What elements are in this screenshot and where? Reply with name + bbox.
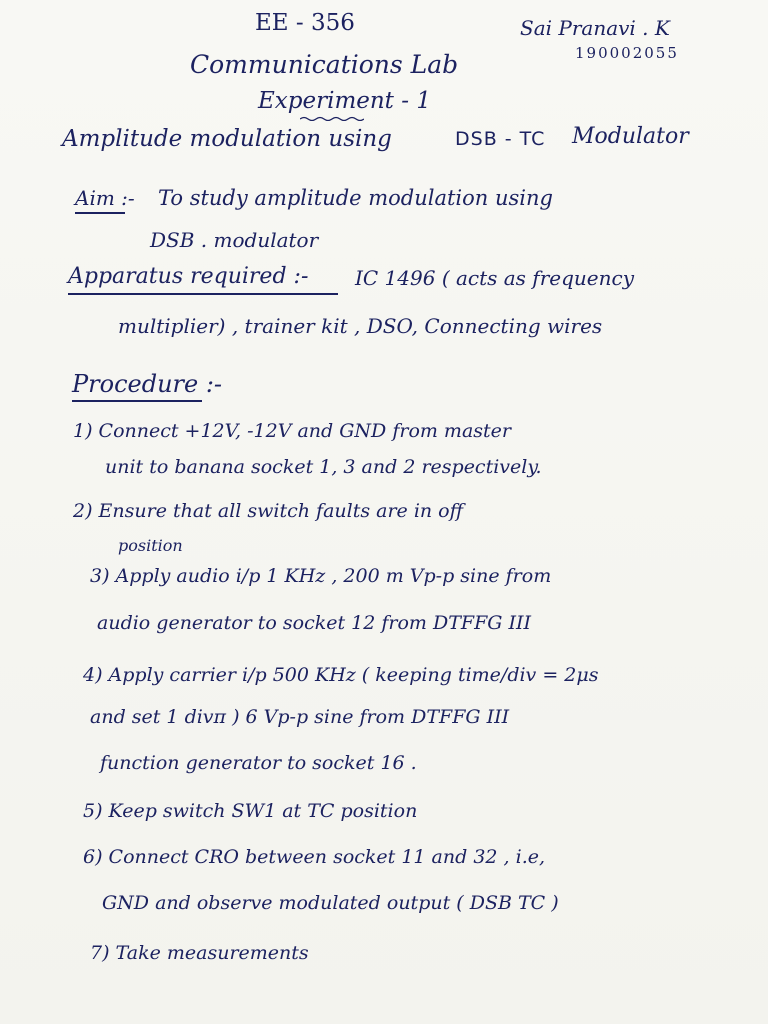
apparatus-text-line: IC 1496 ( acts as frequency: [355, 266, 635, 290]
procedure-step-line: 2) Ensure that all switch faults are in off: [73, 500, 464, 522]
apparatus-text-line: multiplier) , trainer kit , DSO, Connecting wires: [118, 314, 603, 338]
roll-number: 190002055: [575, 44, 679, 62]
apparatus-label: Apparatus required :-: [68, 264, 309, 289]
procedure-step-line: unit to banana socket 1, 3 and 2 respectively.: [105, 456, 542, 478]
procedure-step-line: 4) Apply carrier i/p 500 KHz ( keeping time/div = 2μs: [83, 664, 599, 686]
experiment-title: Amplitude modulation using: [62, 126, 392, 152]
procedure-heading: Procedure :-: [72, 370, 223, 398]
procedure-step-line: audio generator to socket 12 from DTFFG III: [97, 612, 531, 634]
aim-text-line: DSB . modulator: [150, 228, 319, 252]
procedure-underline: [72, 400, 202, 402]
experiment-title-end: Modulator: [572, 124, 689, 149]
procedure-step-line: 7) Take measurements: [90, 942, 309, 964]
aim-label: Aim :-: [75, 186, 135, 210]
experiment-title-type: DSB - TC: [455, 128, 546, 150]
aim-text-line: To study amplitude modulation using: [158, 186, 553, 210]
procedure-step-line: 6) Connect CRO between socket 11 and 32 , i.e,: [83, 846, 546, 868]
procedure-step-line: 1) Connect +12V, -12V and GND from master: [73, 420, 511, 442]
course-code: EE - 356: [255, 10, 355, 36]
procedure-step-line: 5) Keep switch SW1 at TC position: [83, 800, 418, 822]
procedure-step-line: function generator to socket 16 .: [100, 752, 417, 774]
aim-underline: [75, 212, 125, 214]
author-name: Sai Pranavi . K: [520, 16, 670, 40]
procedure-step-line: position: [118, 536, 183, 555]
lab-title: Communications Lab: [190, 50, 459, 79]
wavy-underline-icon: [300, 116, 364, 121]
apparatus-underline: [68, 293, 338, 295]
procedure-step-line: GND and observe modulated output ( DSB TC ): [102, 892, 559, 914]
procedure-step-line: and set 1 divπ ) 6 Vp-p sine from DTFFG III: [90, 706, 510, 728]
procedure-step-line: 3) Apply audio i/p 1 KHz , 200 m Vp-p sine from: [90, 565, 552, 587]
experiment-number: Experiment - 1: [258, 88, 431, 114]
